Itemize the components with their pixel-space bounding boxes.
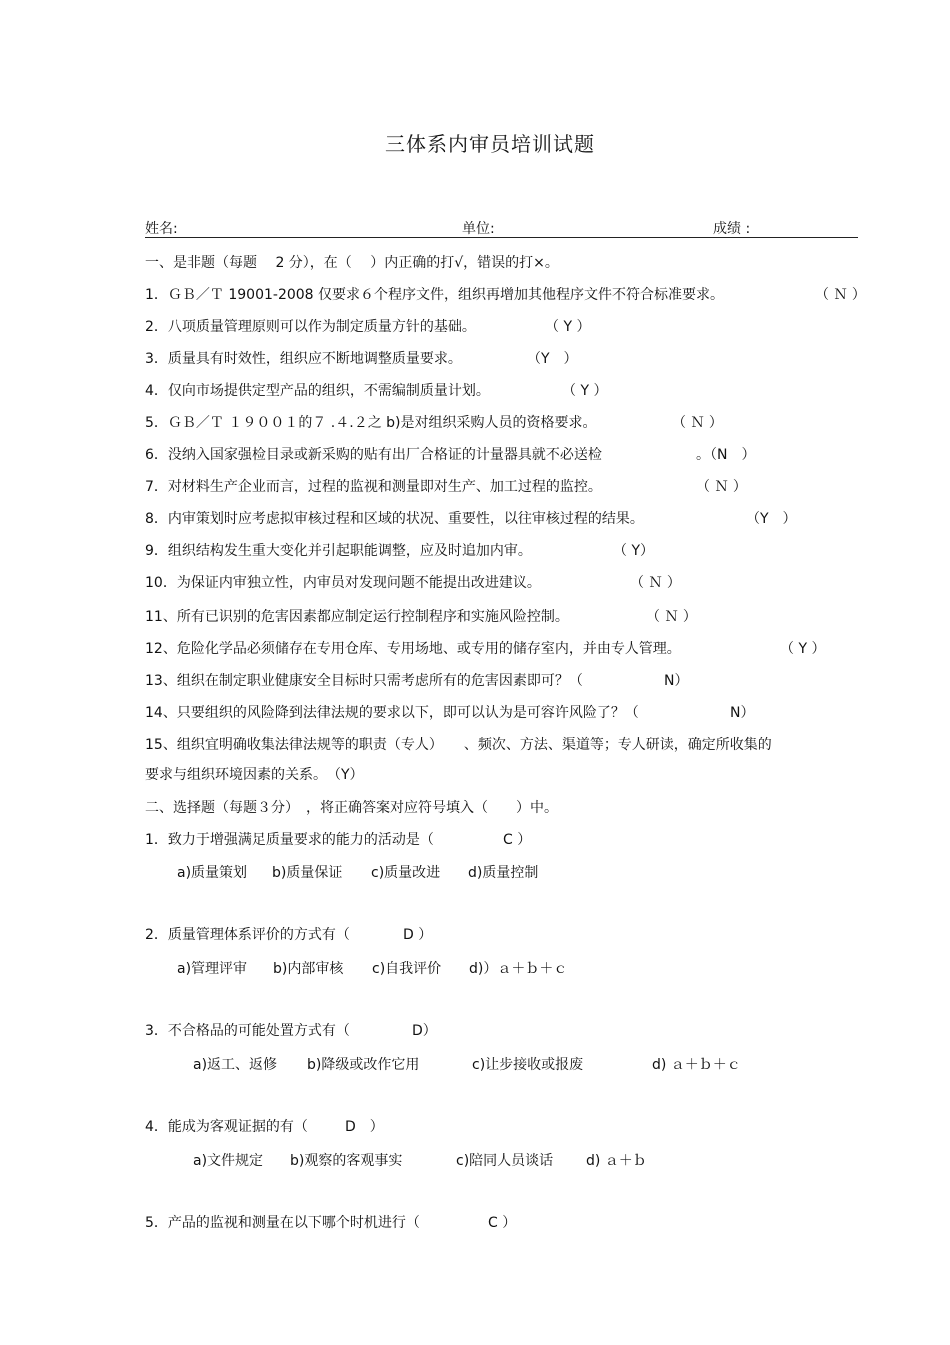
mc4-option-c: c)陪同人员谈话 xyxy=(456,1153,554,1169)
mc-answer-3: D） xyxy=(412,1023,437,1039)
mc-answer-4: D ） xyxy=(345,1119,384,1135)
mc3-option-d: d) ａ＋ｂ＋ｃ xyxy=(652,1057,741,1073)
mc1-option-b: b)质量保证 xyxy=(272,865,343,881)
mc3-option-a: a)返工、返修 xyxy=(193,1057,278,1073)
mc4-option-a: a)文件规定 xyxy=(193,1153,264,1169)
mc-question-1: 1．致力于增强满足质量要求的能力的活动是（ xyxy=(145,832,434,848)
tf-answer-10: （ Ｎ ） xyxy=(630,575,681,591)
mc3-option-b: b)降级或改作它用 xyxy=(307,1057,420,1073)
tf-question-15: 15、组织宜明确收集法律法规等的职责（专人） 、频次、方法、渠道等；专人研读，确定所收集的 xyxy=(145,737,772,753)
tf-question-1: 1．ＧＢ／Ｔ 19001-2008 仅要求６个程序文件，组织再增加其他程序文件不符合标准要求。 xyxy=(145,287,725,303)
tf-answer-12: （ Y ） xyxy=(780,641,826,657)
mc1-option-c: c)质量改进 xyxy=(371,865,441,881)
tf-question-6: 6．没纳入国家强检目录或新采购的贴有出厂合格证的计量器具就不必送检 xyxy=(145,447,602,463)
mc-question-4: 4．能成为客观证据的有（ xyxy=(145,1119,308,1135)
tf-question-2: 2．八项质量管理原则可以作为制定质量方针的基础。 xyxy=(145,319,476,335)
tf-question-14: 14、只要组织的风险降到法律法规的要求以下，即可以认为是可容许风险了？（ xyxy=(145,705,639,721)
unit-label: 单位: xyxy=(462,221,495,237)
page-title: 三体系内审员培训试题 xyxy=(385,132,595,156)
tf-answer-5: （ Ｎ ） xyxy=(672,415,723,431)
score-label: 成绩 : xyxy=(713,221,751,237)
tf-question-11: 11、所有已识别的危害因素都应制定运行控制程序和实施风险控制。 xyxy=(145,609,569,625)
mc-answer-5: C ） xyxy=(488,1215,517,1231)
tf-answer-9: （ Y） xyxy=(613,543,655,559)
mc3-option-c: c)让步接收或报废 xyxy=(472,1057,584,1073)
tf-answer-8: （Y ） xyxy=(746,511,797,527)
tf-answer-13: N） xyxy=(664,673,689,689)
tf-question-8: 8．内审策划时应考虑拟审核过程和区域的状况、重要性，以往审核过程的结果。 xyxy=(145,511,644,527)
mc-question-3: 3．不合格品的可能处置方式有（ xyxy=(145,1023,350,1039)
tf-question-7: 7．对材料生产企业而言，过程的监视和测量即对生产、加工过程的监控。 xyxy=(145,479,602,495)
tf-answer-7: （ Ｎ ） xyxy=(696,479,747,495)
tf-question-3: 3．质量具有时效性，组织应不断地调整质量要求。 xyxy=(145,351,462,367)
section2-heading: 二、选择题（每题３分） ，将正确答案对应符号填入（ ）中。 xyxy=(145,800,558,816)
mc1-option-d: d)质量控制 xyxy=(468,865,539,881)
mc-question-5: 5．产品的监视和测量在以下哪个时机进行（ xyxy=(145,1215,420,1231)
header-underline xyxy=(145,237,858,238)
name-label: 姓名: xyxy=(145,221,178,237)
tf-answer-3: （Y ） xyxy=(527,351,578,367)
tf-answer-14: N） xyxy=(730,705,755,721)
mc4-option-d: d) ａ＋ｂ xyxy=(586,1153,647,1169)
tf-question-10: 10．为保证内审独立性，内审员对发现问题不能提出改进建议。 xyxy=(145,575,541,591)
mc-answer-2: D ） xyxy=(403,927,433,943)
mc2-option-c: c)自我评价 xyxy=(372,961,442,977)
tf-question-13: 13、组织在制定职业健康安全目标时只需考虑所有的危害因素即可？（ xyxy=(145,673,583,689)
mc1-option-a: a)质量策划 xyxy=(177,865,248,881)
mc4-option-b: b)观察的客观事实 xyxy=(290,1153,403,1169)
mc-answer-1: C ） xyxy=(503,832,532,848)
tf-question-4: 4．仅向市场提供定型产品的组织，不需编制质量计划。 xyxy=(145,383,490,399)
mc-question-2: 2．质量管理体系评价的方式有（ xyxy=(145,927,350,943)
tf-answer-4: （ Y ） xyxy=(562,383,608,399)
tf-answer-2: （ Y ） xyxy=(545,319,591,335)
mc2-option-a: a)管理评审 xyxy=(177,961,248,977)
tf-question-15-cont: 要求与组织环境因素的关系。 （Y） xyxy=(145,767,364,783)
tf-answer-11: （ Ｎ ） xyxy=(646,609,697,625)
tf-question-9: 9．组织结构发生重大变化并引起职能调整，应及时追加内审。 xyxy=(145,543,532,559)
mc2-option-d: d)）ａ＋ｂ＋ｃ xyxy=(469,961,568,977)
tf-answer-1: （ Ｎ ） xyxy=(815,287,866,303)
tf-question-12: 12、危险化学品必须储存在专用仓库、专用场地、或专用的储存室内，并由专人管理。 xyxy=(145,641,681,657)
section1-heading: 一、是非题（每题 2 分），在（ ）内正确的打√，错误的打×。 xyxy=(145,255,559,271)
tf-answer-6: 。（N ） xyxy=(696,447,756,463)
mc2-option-b: b)内部审核 xyxy=(273,961,344,977)
tf-question-5: 5．ＧＢ／Ｔ １９００１的７ .４.２之 b)是对组织采购人员的资格要求。 xyxy=(145,415,597,431)
